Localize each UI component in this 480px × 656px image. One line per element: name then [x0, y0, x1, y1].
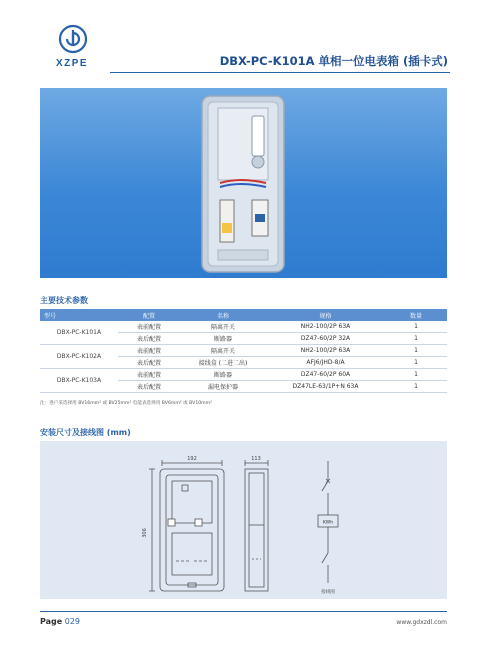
name-cell: 隔离开关	[180, 345, 266, 357]
config-cell: 表后配置	[118, 333, 180, 345]
config-cell: 表前配置	[118, 369, 180, 381]
table-row	[40, 369, 447, 381]
logo-icon	[58, 24, 88, 54]
product-photo	[40, 88, 447, 278]
name-cell: 隔离开关	[180, 321, 266, 333]
config-cell: 表前配置	[118, 345, 180, 357]
name-cell: 断路器	[180, 369, 266, 381]
page-number-value: 029	[64, 617, 81, 626]
name-cell: 漏电保护器	[180, 381, 266, 393]
qty-cell: 1	[385, 333, 447, 345]
spec-table	[40, 309, 447, 393]
front-view-drawing	[149, 460, 224, 591]
qty-cell: 1	[385, 321, 447, 333]
col-header-name: 名称	[180, 309, 266, 321]
side-view-drawing	[245, 460, 268, 591]
dim-depth-label: 113	[251, 456, 261, 462]
page-title: DBX-PC-K101A 单相一位电表箱 (插卡式)	[219, 54, 448, 68]
name-cell: 接线盒 (二进二出)	[180, 357, 266, 369]
dim-height-label: 306	[142, 528, 148, 538]
wiring-caption: 接线图	[321, 590, 335, 595]
page-number	[40, 617, 80, 626]
config-cell: 表后配置	[118, 357, 180, 369]
col-header-model: 型号	[40, 309, 118, 321]
install-heading: 安装尺寸及接线图 (mm)	[40, 428, 131, 437]
dim-width-label: 192	[187, 456, 197, 462]
title-divider	[110, 72, 450, 73]
col-header-spec: 规格	[266, 309, 385, 321]
qty-cell: 1	[385, 345, 447, 357]
page-label: Page	[40, 617, 63, 626]
config-cell: 表后配置	[118, 381, 180, 393]
kwh-meter-label: KWh	[322, 520, 334, 526]
spec-cell: NH2-100/2P 63A	[266, 321, 385, 333]
model-cell: DBX-PC-K103A	[40, 369, 118, 393]
col-header-qty: 数量	[385, 309, 447, 321]
model-cell: DBX-PC-K101A	[40, 321, 118, 345]
spec-cell: DZ47LE-63/1P+N 63A	[266, 381, 385, 393]
model-cell: DBX-PC-K102A	[40, 345, 118, 369]
website-url: www.gdxzdl.com	[396, 619, 447, 626]
meter-box-illustration	[40, 88, 447, 278]
qty-cell: 1	[385, 357, 447, 369]
spec-cell: AFJ6/JHD-8/A	[266, 357, 385, 369]
brand-logo-text: XZPE	[55, 58, 89, 69]
qty-cell: 1	[385, 381, 447, 393]
table-row	[40, 321, 447, 333]
spec-cell: DZ47-60/2P 32A	[266, 333, 385, 345]
col-header-config: 配置	[118, 309, 180, 321]
spec-cell: NH2-100/2P 63A	[266, 345, 385, 357]
table-header-row	[40, 309, 447, 321]
name-cell: 断路器	[180, 333, 266, 345]
table-row	[40, 345, 447, 357]
spec-heading: 主要技术参数	[40, 296, 88, 305]
table-footnote: 注：进户采选择用 BV16mm² 或 BV25mm² 电能表选择用 BV6mm² 或 BV10mm²	[40, 401, 212, 406]
installation-drawing	[40, 441, 447, 599]
spec-cell: DZ47-60/2P 60A	[266, 369, 385, 381]
qty-cell: 1	[385, 369, 447, 381]
config-cell: 表前配置	[118, 321, 180, 333]
footer-divider	[40, 611, 447, 612]
